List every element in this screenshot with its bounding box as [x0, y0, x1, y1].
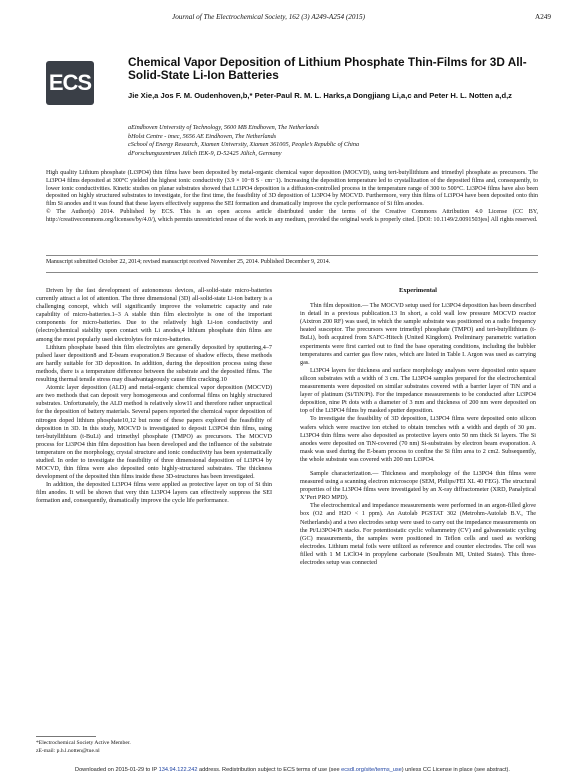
footnote-rule [36, 736, 96, 737]
body-paragraph: Lithium phosphate based thin film electrolytes are generally deposited by sputtering,4–7 pulsed laser deposition8 and E-beam evaporation.9 Because of shadow effects, these methods are hardly suitable for 3D deposition. In addition, during the deposition process using these methods, there is a temperature difference between the substrate and the deposited films. The resulting thermal tensile stress may disadvantageously cause film cracking.10 [36, 344, 272, 384]
submission-dates: Manuscript submitted October 22, 2014; revised manuscript received November 25, 2014. Published December 9, 2014. [46, 259, 331, 265]
affiliation-c: cSchool of Energy Research, Xiamen University, Xiamen 361005, People’s Republic of China [128, 141, 360, 149]
page-number: A249 [535, 13, 551, 21]
divider [46, 255, 538, 256]
body-paragraph: To investigate the feasibility of 3D deposition, Li3PO4 films were deposited onto silicon wafers which were reactive ion etched to obtain trenches with a width and depth of 30 μm. Li3PO4 thin films were also deposited as protective layers onto 50 nm thick Si layers. The Si anodes were deposited on TiN-covered (70 nm) Si-substrates by electron beam evaporation. A mask was used during the E-beam process to confine the Si film area to 2 cm2. Subsequently, the whole substrate was covered with 200 nm Li3PO4. [300, 416, 536, 463]
ecs-logo [46, 61, 94, 105]
footnote-email: zE-mail: p.h.l.notten@tue.nl [36, 747, 100, 754]
body-paragraph: Driven by the fast development of autonomous devices, all-solid-state micro-batteries currently attract a lot of attention. The three dimensional (3D) all-solid-state Li-ion battery is a challenging concept, which will significantly improve the volumetric capacity and rate capability of micro-batteries.1–3 A stable thin film electrolyte is one of the important components for micro-batteries. Due to the relatively high Li-ion conductivity and (electro)chemical stability upon contact with Li anodes,4 lithium phosphate thin films are among the most popularly used electrolytes for micro-batteries. [36, 288, 272, 343]
author-list: Jie Xie,a Jos F. M. Oudenhoven,b,* Peter-Paul R. M. L. Harks,a Dongjiang Li,a,c and Peter H. L. Notten a,d,z [128, 91, 512, 100]
body-paragraph: Thin film deposition.— The MOCVD setup used for Li3PO4 deposition has been described in detail in a previous publication.13 In short, a cold wall low pressure MOCVD reactor (Aixtron 200 RF) was used, in which the sample substrate was positioned on a radio frequency heated susceptor. The precursors were trimethyl phosphate (TMPO) and tert-butyllithium (t-BuLi), both acquired from SAFC-Hitech (United Kingdom). Preliminary parametric variation experiments were first carried out to find the base operating conditions, including the bubbler temperatures and carrier gas flow rates, which are listed in Table I. Argon was used as carrying gas. [300, 303, 536, 366]
divider [46, 272, 538, 273]
body-paragraph: Atomic layer deposition (ALD) and metal-organic chemical vapor deposition (MOCVD) are two methods that can deposit very homogeneous and conformal films on highly structured substrates. Unfortunately, the ALD method is relatively slow11 and therefore rather unpractical for the deposition of battery materials. Several papers reported the chemical vapor deposition of nitrogen doped lithium phosphate10,12 but none of these papers explored the feasibility of deposition in 3D. In this study, MOCVD is investigated to deposit Li3PO4 thin films, using tert-butyllithium (t-BuLi) and trimethyl phosphate (TMPO) as precursors. The MOCVD process for Li3PO4 thin film deposition has been developed and the influence of the substrate temperature on the morphology, crystal structure and ionic conductivity has been systematically studied. In order to investigate the feasibility of three dimensional deposition of Li3PO4 by MOCVD, thin films were also deposited onto highly-structured substrates. The thickness development of the deposited thin films inside these 3D-structures has been investigated. [36, 385, 272, 481]
footnotes [36, 740, 131, 755]
abstract-block [46, 170, 538, 225]
body-paragraph: In addition, the deposited Li3PO4 films were applied as protective layer on top of Si thin film anodes. It will be shown that very thin Li3PO4 layers can effectively suppress the SEI formation and, consequently, dramatically improve the cycle life performance. [36, 482, 272, 505]
download-notice [0, 767, 585, 773]
download-ip-link[interactable]: 134.94.122.242 [158, 767, 198, 773]
affiliation-b: bHolst Centre - imec, 5656 AE Eindhoven, The Netherlands [128, 132, 277, 140]
terms-of-use-link[interactable]: ecsdl.org/site/terms_use [341, 767, 402, 773]
affiliation-d: dForschungszentrum Jülich IEK-9, D-52425 Jülich, Germany [128, 149, 282, 157]
download-middle: address. Redistribution subject to ECS terms of use (see [199, 767, 340, 773]
section-heading: Experimental [399, 287, 437, 294]
left-column [36, 287, 272, 506]
download-suffix: ) unless CC License in place (see abstract). [401, 767, 510, 773]
license-text: © The Author(s) 2014. Published by ECS. This is an open access article distributed under the terms of the Creative Commons Attribution 4.0 License (CC BY, http://creativecommons.org/licenses/by/4.0/), which permits unrestricted reuse of the work in any medium, provided the original work is properly cited. [DOI: 10.1149/2.0091503jes] All rights reserved. [46, 208, 538, 223]
running-header: Journal of The Electrochemical Society, 162 (3) A249-A254 (2015) [172, 13, 366, 21]
footnote-member: *Electrochemical Society Active Member. [36, 740, 131, 746]
paper-title: Chemical Vapor Deposition of Lithium Phosphate Thin-Films for 3D All-Solid-State Li-Ion Batteries [128, 55, 527, 82]
body-paragraph: Li3PO4 layers for thickness and surface morphology analyses were deposited onto square silicon substrates with a width of 3 cm. The Li3PO4 samples prepared for the electrochemical measurements were deposited on similar substrates covered with a barrier layer of TiN and a layer of platinum (Si/TiN/Pt). For the impedance measurements to be conducted after Li3PO4 deposition, nine Pt dots with a diameter of 3 mm and thickness of 200 nm were deposited on top of the Li3PO4 films by masked sputter deposition. [300, 367, 536, 415]
affiliation-a: aEindhoven University of Technology, 5600 MB Eindhoven, The Netherlands [128, 124, 319, 131]
body-paragraph: The electrochemical and impedance measurements were performed in an argon-filled glove box (O2 and H2O < 1 ppm). An Autolab PGSTAT 302 (Metrohm-Autolab B.V., The Netherlands) and a two electrodes setup were used to carry out the impedance measurements on the Pt/Li3PO4/Pt stacks. For potentiostatic cyclic voltammetry (CV) and galvanostatic cycling (GC) measurements, the samples were positioned in Teflon cells and used as working electrodes. Lithium metal foils were utilized as reference and counter electrodes. The cell was filled with 1 M LiClO4 in propylene carbonate (Soulbrain MI, United States). This three-electrodes setup was connected [300, 503, 536, 566]
logo-text: ECS [48, 70, 92, 95]
right-column [300, 287, 536, 567]
affiliations [128, 124, 548, 158]
abstract-text: High quality Lithium phosphate (Li3PO4) thin films have been deposited by metal-organic chemical vapor deposition (MOCVD), using tert-butyllithium and trimethyl phosphate as precursors. The Li3PO4 films deposited at 300°C yielded the highest ionic conductivity (3.9 × 10−8 S · cm−1). Increasing the deposition temperature led to crystallization of the deposited films and, consequently, to lower ionic conductivities. Kinetic studies on planar substrates showed that Li3PO4 deposition is a diffusion-controlled process in the temperature range of 300 to 500°C. Li3PO4 films have also been deposited on highly structured substrates to investigate, for the first time, the feasibility of 3D deposition of Li3PO4 by MOCVD. Furthermore, very thin films of Li3PO4 have been deposited onto thin film Si anodes and it was found that these layers effectively suppress the SEI formation and dramatically improve the cycle performance of Si film anodes. [46, 170, 538, 208]
download-prefix: Downloaded on 2015-01-29 to IP [75, 767, 158, 773]
body-paragraph: Sample characterization.— Thickness and morphology of the Li3PO4 thin films were measured using a scanning electron microscope (SEM, Philips/FEI XL 40 FEG). The structural properties of the Li3PO4 films were investigated by an X-ray diffractometer (XRD, Panalytical X’Pert PRO MPD). [300, 470, 536, 502]
